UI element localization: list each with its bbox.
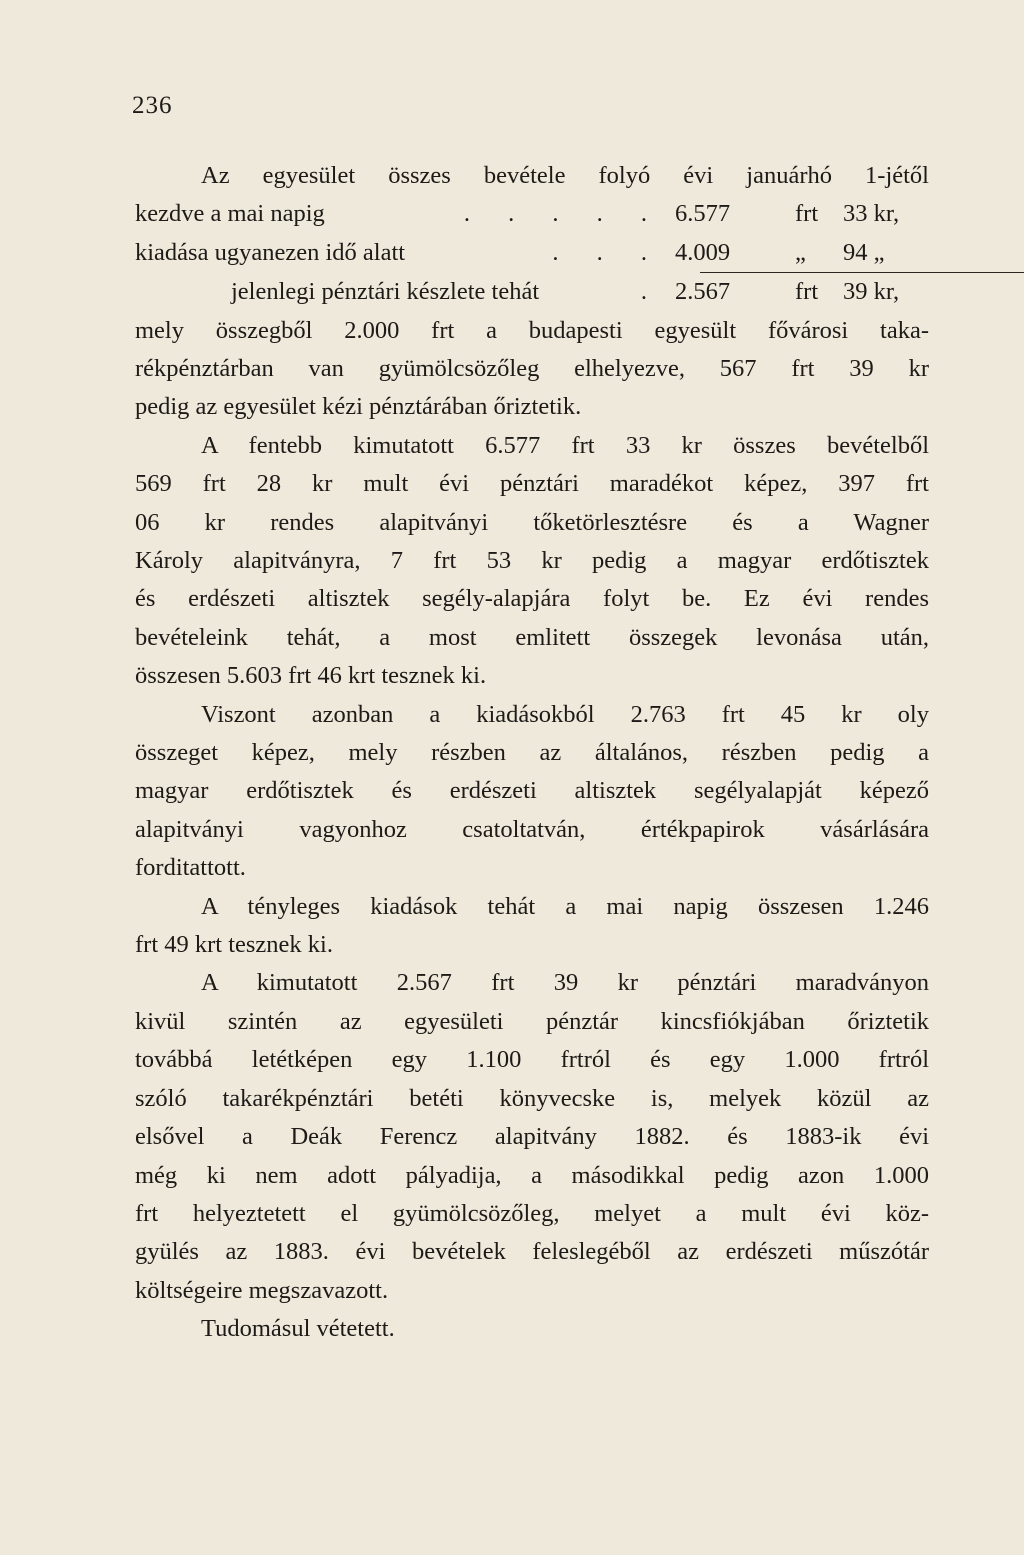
paragraph: [135, 888, 929, 965]
summary-unit-frt: „: [795, 238, 806, 266]
summary-amount: 4.009: [675, 238, 731, 266]
summary-unit-frt: frt: [795, 278, 819, 306]
summary-row-balance: [135, 273, 929, 311]
text-line: Tudomásul vétetett.: [201, 1315, 395, 1343]
text-line: 06 kr rendes alapitványi tőketörlesztésre és a Wagner: [135, 508, 929, 536]
text-line: kivül szintén az egyesületi pénztár kincsfiókjában őriztetik: [135, 1007, 929, 1035]
summary-unit-frt: frt: [795, 200, 819, 228]
text-line: alapitványi vagyonhoz csatoltatván, értékpapirok vásárlására: [135, 815, 929, 843]
summary-amount: 2.567: [675, 278, 731, 306]
leader-dots: . . .: [552, 238, 663, 266]
leader-dots: .: [640, 278, 663, 306]
text-line: 569 frt 28 kr mult évi pénztári maradékot képez, 397 frt: [135, 470, 929, 498]
text-line: Viszont azonban a kiadásokból 2.763 frt 45 kr oly: [201, 700, 929, 728]
paragraph: [135, 964, 929, 1310]
text-line: összesen 5.603 frt 46 krt tesznek ki.: [135, 662, 487, 690]
page-number: 236: [132, 92, 173, 119]
text-line: költségeire megszavazott.: [135, 1276, 389, 1304]
summary-label: jelenlegi pénztári készlete tehát: [231, 278, 540, 306]
text-line: rékpénztárban van gyümölcsözőleg elhelyezve, 567 frt 39 kr: [135, 354, 929, 382]
paragraph: [135, 1310, 929, 1348]
summary-kr: 94 „: [843, 238, 885, 266]
summary-amount: 6.577: [675, 200, 731, 228]
paragraph: [135, 427, 929, 696]
text-line: A kimutatott 2.567 frt 39 kr pénztári maradványon: [201, 969, 929, 997]
text-line: még ki nem adott pályadija, a másodikkal pedig azon 1.000: [135, 1161, 929, 1189]
body-text: [135, 157, 929, 1349]
text-line: bevételeink tehát, a most emlitett összegek levonása után,: [135, 623, 929, 651]
text-line: A fentebb kimutatott 6.577 frt 33 kr összes bevételből: [201, 431, 929, 459]
text-line: és erdészeti altisztek segély-alapjára folyt be. Ez évi rendes: [135, 585, 929, 613]
summary-label: kiadása ugyanezen idő alatt: [135, 238, 406, 266]
text-line: frt 49 krt tesznek ki.: [135, 931, 333, 959]
paragraph: [135, 696, 929, 888]
text-line: továbbá letétképen egy 1.100 frtról és egy 1.000 frtról: [135, 1046, 929, 1074]
summary-row-expense: [135, 234, 929, 272]
text-line: pedig az egyesület kézi pénztárában őriztetik.: [135, 393, 582, 421]
text-line: elsővel a Deák Ferencz alapitvány 1882. és 1883-ik évi: [135, 1123, 929, 1151]
summary-kr: 39 kr,: [843, 278, 900, 306]
summary-kr: 33 kr,: [843, 200, 900, 228]
text-line: szóló takarékpénztári betéti könyvecske is, melyek közül az: [135, 1084, 929, 1112]
text-line: Károly alapitványra, 7 frt 53 kr pedig a magyar erdőtisztek: [135, 547, 929, 575]
text-line: mely összegből 2.000 frt a budapesti egyesült fővárosi taka-: [135, 316, 929, 344]
summary-row-income: [135, 195, 929, 233]
text-line: forditattott.: [135, 854, 246, 882]
paragraph: [135, 312, 929, 427]
summary-intro: Az egyesület összes bevétele folyó évi januárhó 1-jétől: [201, 162, 929, 189]
text-line: gyülés az 1883. évi bevételek feleslegéből az erdészeti műszótár: [135, 1238, 929, 1266]
summary-label: kezdve a mai napig: [135, 200, 325, 228]
text-line: összeget képez, mely részben az általános, részben pedig a: [135, 739, 929, 767]
text-line: magyar erdőtisztek és erdészeti altisztek segélyalapját képező: [135, 777, 929, 805]
leader-dots: . . . . .: [463, 200, 663, 228]
text-line: A tényleges kiadások tehát a mai napig összesen 1.246: [201, 892, 929, 920]
text-line: frt helyeztetett el gyümölcsözőleg, melyet a mult évi köz-: [135, 1199, 929, 1227]
